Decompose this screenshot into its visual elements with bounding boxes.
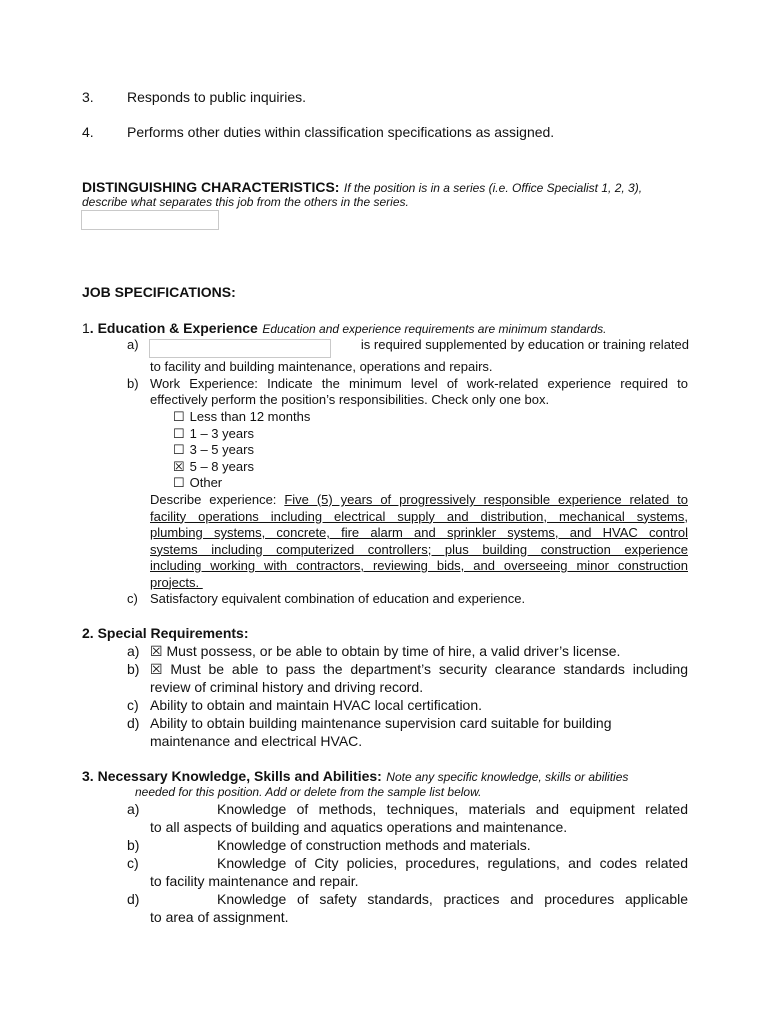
education-text: is required supplemented by education or training related [360,337,689,352]
ksa-item-cont: to all aspects of building and aquatics operations and maintenance. [150,819,568,835]
special-requirement-b[interactable]: ☒ Must be able to pass the department’s security clearance standards including [150,661,688,677]
duty-text: Performs other duties within classification specifications as assigned. [127,124,555,140]
checkbox[interactable]: ☐ [173,475,185,490]
item-label: a) [127,801,140,817]
item-label: b) [127,837,140,853]
describe-label: Describe experience: [150,492,285,507]
special-requirement-b-cont: review of criminal history and driving record. [150,679,424,695]
distinguishing-note: If the position is in a series (i.e. Office Specialist 1, 2, 3), [343,181,643,195]
item-label: c) [127,697,139,713]
special-requirement-c: Ability to obtain and maintain HVAC local certification. [150,697,483,713]
describe-line: projects. [150,574,203,590]
describe-line: including working with contractors, reviewing bids, and overseeing minor construction [150,558,688,573]
item-label: b) [127,661,140,677]
job-specifications-heading: JOB SPECIFICATIONS: [82,284,236,300]
ksa-item: Knowledge of methods, techniques, materials and equipment related [217,801,688,817]
checkbox[interactable]: ☐ [173,425,185,441]
describe-line: plumbing systems, concrete, fire alarm and sprinkler systems, and HVAC control [150,525,688,540]
section-number: 3. [82,768,94,784]
ksa-item: Knowledge of safety standards, practices and procedures applicable [217,891,688,907]
item-label: d) [127,891,140,907]
special-requirement-d: Ability to obtain building maintenance supervision card suitable for building [150,715,612,731]
option-label: 5 – 8 years [189,458,254,474]
work-experience-text-cont: effectively perform the position’s responsibilities. Check only one box. [150,392,550,407]
ksa-item: Knowledge of City policies, procedures, regulations, and codes related [217,855,688,871]
describe-experience [150,492,688,591]
section-number: 1 [82,320,90,336]
option-other[interactable] [173,475,310,492]
item-label: c) [127,591,138,606]
ksa-item: Knowledge of construction methods and materials. [217,837,531,853]
special-requirement-a[interactable]: ☒ Must possess, or be able to obtain by time of hire, a valid driver’s license. [150,643,621,659]
education-experience-heading [82,320,607,338]
option-label: Other [189,475,223,490]
education-text-cont: to facility and building maintenance, operations and repairs. [150,359,493,374]
special-requirement-d-cont: maintenance and electrical HVAC. [150,733,363,749]
duty-number: 3. [82,89,94,105]
section-title: . Education & Experience [89,320,258,336]
option-5-8-years[interactable] [173,459,310,476]
experience-options [173,409,310,492]
section-note-cont: needed for this position. Add or delete from the sample list below. [135,785,482,799]
section-note: Education and experience requirements are minimum standards. [262,322,607,336]
distinguishing-note-cont: describe what separates this job from the others in the series. [82,195,409,209]
education-requirement-field[interactable] [149,339,331,358]
checkbox-checked[interactable]: ☒ [173,458,185,474]
describe-line: facility operations including electrical supply and distribution, mechanical systems, [150,508,688,524]
option-3-5-years[interactable] [173,442,310,459]
describe-line: systems including computerized controllers; plus building construction experience [150,541,688,557]
work-experience-text: Work Experience: Indicate the minimum level of work-related experience required to [150,376,688,391]
option-less-than-12-months[interactable] [173,409,310,426]
option-label: 1 – 3 years [189,425,254,441]
ksa-heading [82,768,688,786]
section-title: Necessary Knowledge, Skills and Abilities: [93,768,382,784]
option-label: 3 – 5 years [189,442,254,457]
item-label: a) [127,337,139,352]
item-label: c) [127,855,139,871]
ksa-item-cont: to area of assignment. [150,909,289,925]
option-label: Less than 12 months [189,409,311,424]
equivalent-combination-text: Satisfactory equivalent combination of education and experience. [150,591,526,606]
item-label: b) [127,376,139,391]
duty-text: Responds to public inquiries. [127,89,306,105]
item-label: d) [127,715,140,731]
option-1-3-years[interactable] [173,426,310,443]
special-requirements-heading: 2. Special Requirements: [82,625,249,641]
distinguishing-field[interactable] [81,210,219,230]
distinguishing-heading: DISTINGUISHING CHARACTERISTICS: [82,179,340,195]
duty-number: 4. [82,124,94,140]
section-note: Note any specific knowledge, skills or abilities [386,770,629,784]
checkbox[interactable]: ☐ [173,409,185,424]
item-label: a) [127,643,140,659]
checkbox[interactable]: ☐ [173,442,185,457]
ksa-item-cont: to facility maintenance and repair. [150,873,359,889]
describe-line: Five (5) years of progressively responsible experience related to [284,492,688,507]
